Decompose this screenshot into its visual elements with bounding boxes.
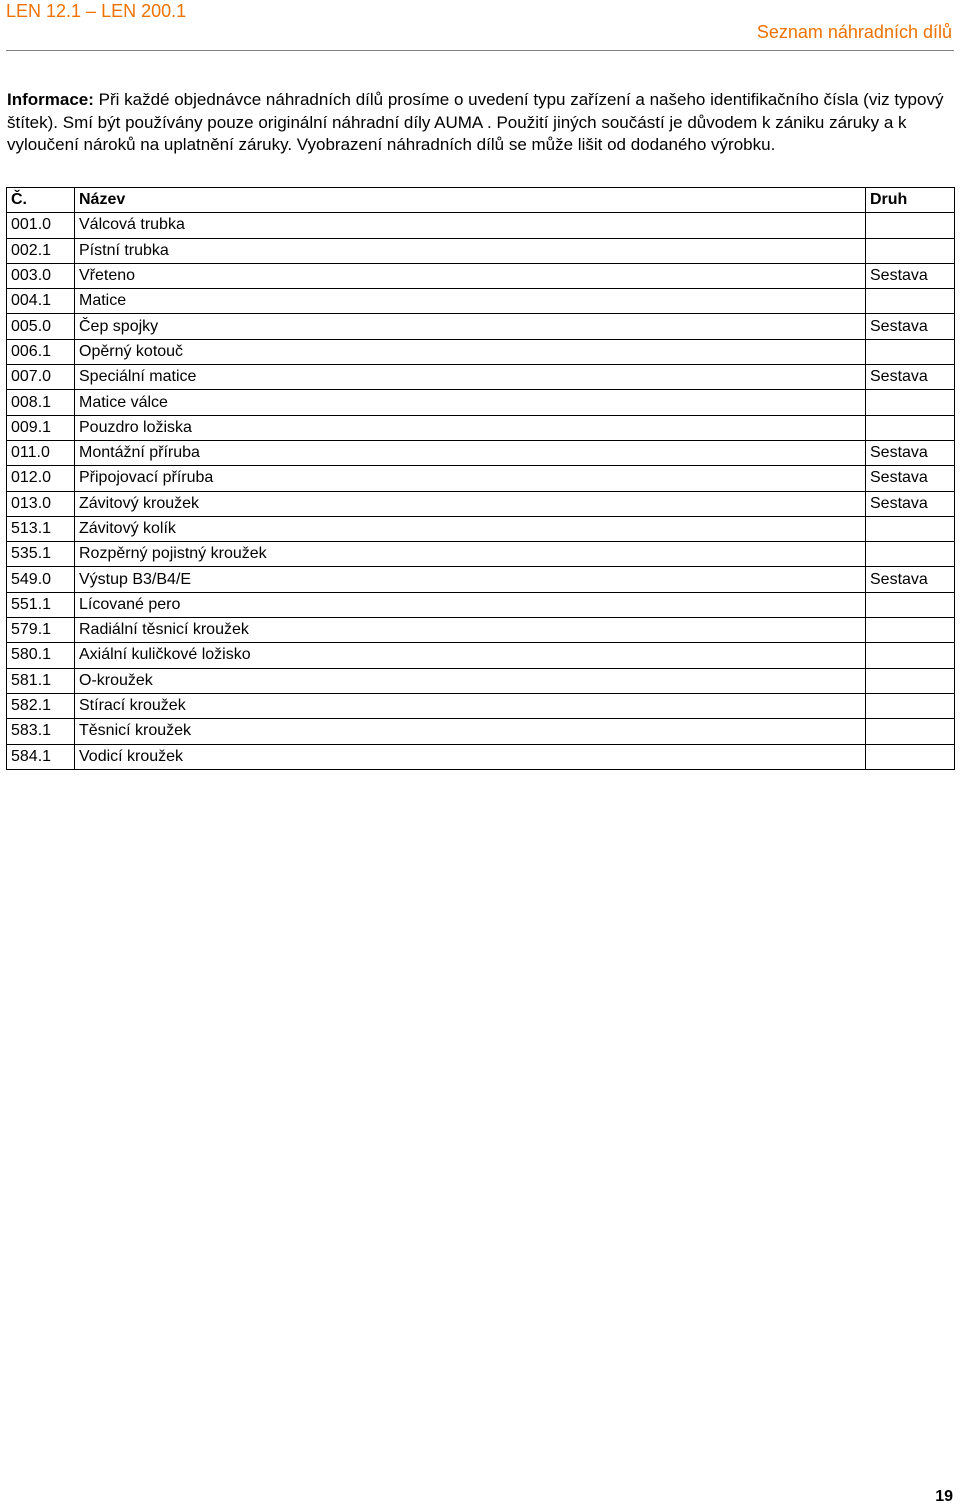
part-name-cell: Čep spojky (75, 314, 866, 339)
part-type-cell (866, 289, 955, 314)
table-row (7, 440, 955, 465)
part-name-cell: Radiální těsnicí kroužek (75, 618, 866, 643)
part-type-cell (866, 516, 955, 541)
part-number-cell: 009.1 (7, 415, 75, 440)
document-model-title: LEN 12.1 – LEN 200.1 (6, 1, 187, 21)
part-name-cell: Speciální matice (75, 365, 866, 390)
part-name-cell: Připojovací příruba (75, 466, 866, 491)
part-name-cell: Vřeteno (75, 263, 866, 288)
part-number-cell: 004.1 (7, 289, 75, 314)
part-name-cell: Axiální kuličkové ložisko (75, 643, 866, 668)
part-type-cell (866, 592, 955, 617)
part-name-cell: Závitový kroužek (75, 491, 866, 516)
part-type-cell (866, 542, 955, 567)
table-row (7, 390, 955, 415)
part-name-cell: Opěrný kotouč (75, 339, 866, 364)
part-number-cell: 549.0 (7, 567, 75, 592)
part-number-cell: 011.0 (7, 440, 75, 465)
column-header-no: Č. (7, 188, 75, 213)
info-text: Při každé objednávce náhradních dílů prosíme o uvedení typu zařízení a našeho identifikačního čísla (viz typový štítek). Smí být používány pouze originální náhradní díly AUMA . Použití jiných součástí je důvodem k zániku záruky a k vyloučení nároků na uplatnění záruky. Vyobrazení náhradních dílů se může lišit od dodaného výrobku. (7, 90, 944, 154)
part-number-cell: 551.1 (7, 592, 75, 617)
part-number-cell: 001.0 (7, 213, 75, 238)
part-type-cell: Sestava (866, 314, 955, 339)
table-row (7, 263, 955, 288)
table-row (7, 618, 955, 643)
table-row (7, 744, 955, 769)
part-type-cell (866, 618, 955, 643)
part-number-cell: 007.0 (7, 365, 75, 390)
part-name-cell: Matice (75, 289, 866, 314)
part-name-cell: Matice válce (75, 390, 866, 415)
part-number-cell: 006.1 (7, 339, 75, 364)
table-row (7, 592, 955, 617)
part-number-cell: 580.1 (7, 643, 75, 668)
part-type-cell (866, 719, 955, 744)
part-type-cell (866, 744, 955, 769)
part-type-cell (866, 339, 955, 364)
header-divider (6, 50, 954, 51)
part-number-cell: 535.1 (7, 542, 75, 567)
part-name-cell: Lícované pero (75, 592, 866, 617)
part-type-cell (866, 415, 955, 440)
part-type-cell: Sestava (866, 567, 955, 592)
part-number-cell: 012.0 (7, 466, 75, 491)
part-name-cell: O-kroužek (75, 668, 866, 693)
part-number-cell: 581.1 (7, 668, 75, 693)
part-type-cell (866, 693, 955, 718)
table-row (7, 643, 955, 668)
part-number-cell: 579.1 (7, 618, 75, 643)
table-header-row (7, 188, 955, 213)
part-name-cell: Montážní příruba (75, 440, 866, 465)
table-row (7, 213, 955, 238)
section-title: Seznam náhradních dílů (756, 22, 952, 42)
part-name-cell: Válcová trubka (75, 213, 866, 238)
part-number-cell: 583.1 (7, 719, 75, 744)
table-row (7, 491, 955, 516)
part-name-cell: Závitový kolík (75, 516, 866, 541)
part-number-cell: 008.1 (7, 390, 75, 415)
part-name-cell: Pouzdro ložiska (75, 415, 866, 440)
part-number-cell: 005.0 (7, 314, 75, 339)
part-type-cell (866, 668, 955, 693)
spare-parts-table (6, 187, 955, 770)
info-paragraph (7, 89, 955, 157)
table-row (7, 516, 955, 541)
page-number: 19 (935, 1488, 953, 1505)
table-row (7, 719, 955, 744)
table-row (7, 542, 955, 567)
part-type-cell: Sestava (866, 263, 955, 288)
table-row (7, 314, 955, 339)
table-body (7, 213, 955, 770)
table-row (7, 238, 955, 263)
table-row (7, 567, 955, 592)
part-name-cell: Stírací kroužek (75, 693, 866, 718)
part-number-cell: 584.1 (7, 744, 75, 769)
part-number-cell: 582.1 (7, 693, 75, 718)
table-row (7, 415, 955, 440)
table-row (7, 668, 955, 693)
table-row (7, 693, 955, 718)
part-name-cell: Výstup B3/B4/E (75, 567, 866, 592)
table-row (7, 466, 955, 491)
part-type-cell (866, 238, 955, 263)
part-type-cell: Sestava (866, 466, 955, 491)
table-row (7, 365, 955, 390)
part-number-cell: 513.1 (7, 516, 75, 541)
column-header-name: Název (75, 188, 866, 213)
part-name-cell: Pístní trubka (75, 238, 866, 263)
part-type-cell (866, 643, 955, 668)
part-type-cell (866, 390, 955, 415)
part-type-cell: Sestava (866, 491, 955, 516)
part-name-cell: Vodicí kroužek (75, 744, 866, 769)
part-name-cell: Rozpěrný pojistný kroužek (75, 542, 866, 567)
part-name-cell: Těsnicí kroužek (75, 719, 866, 744)
column-header-type: Druh (866, 188, 955, 213)
part-type-cell: Sestava (866, 365, 955, 390)
part-number-cell: 003.0 (7, 263, 75, 288)
part-type-cell (866, 213, 955, 238)
table-row (7, 289, 955, 314)
part-number-cell: 002.1 (7, 238, 75, 263)
part-type-cell: Sestava (866, 440, 955, 465)
table-row (7, 339, 955, 364)
part-number-cell: 013.0 (7, 491, 75, 516)
info-label: Informace: (7, 90, 94, 109)
